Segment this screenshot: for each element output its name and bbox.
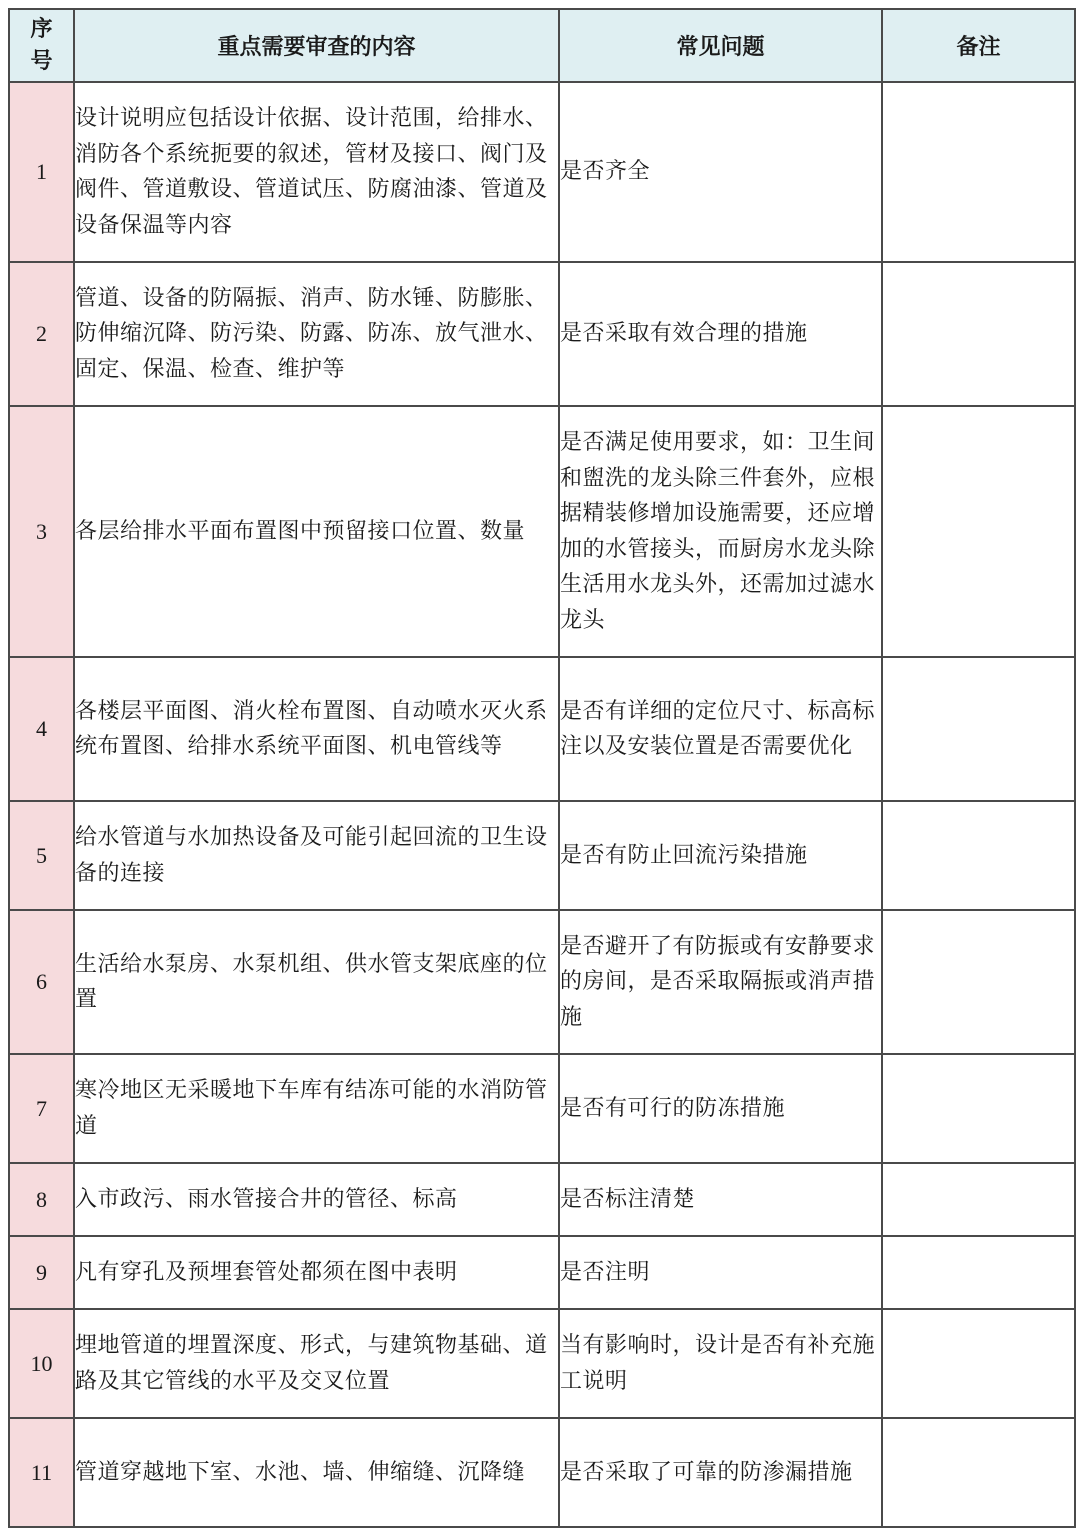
common-issue-cell: 是否有可行的防冻措施	[559, 1054, 882, 1163]
row-number: 3	[9, 406, 74, 657]
row-number: 1	[9, 82, 74, 262]
review-content-cell: 给水管道与水加热设备及可能引起回流的卫生设备的连接	[74, 801, 559, 910]
header-note: 备注	[882, 9, 1075, 82]
review-content-cell: 设计说明应包括设计依据、设计范围，给排水、消防各个系统扼要的叙述，管材及接口、阀门及阀件、管道敷设、管道试压、防腐油漆、管道及设备保温等内容	[74, 82, 559, 262]
table-row	[9, 82, 1075, 262]
review-content-cell: 各楼层平面图、消火栓布置图、自动喷水灭火系统布置图、给排水系统平面图、机电管线等	[74, 657, 559, 801]
review-content-cell: 管道、设备的防隔振、消声、防水锤、防膨胀、防伸缩沉降、防污染、防露、防冻、放气泄水、固定、保温、检查、维护等	[74, 262, 559, 406]
note-cell[interactable]	[882, 1309, 1075, 1418]
row-number: 2	[9, 262, 74, 406]
note-cell[interactable]	[882, 801, 1075, 910]
common-issue-cell: 是否采取有效合理的措施	[559, 262, 882, 406]
table-row	[9, 1236, 1075, 1309]
review-content-cell: 凡有穿孔及预埋套管处都须在图中表明	[74, 1236, 559, 1309]
header-seq: 序号	[9, 9, 74, 82]
row-number: 9	[9, 1236, 74, 1309]
common-issue-cell: 是否采取了可靠的防渗漏措施	[559, 1418, 882, 1527]
common-issue-cell: 是否有详细的定位尺寸、标高标注以及安装位置是否需要优化	[559, 657, 882, 801]
row-number: 5	[9, 801, 74, 910]
row-number: 10	[9, 1309, 74, 1418]
row-number: 4	[9, 657, 74, 801]
common-issue-cell: 是否标注清楚	[559, 1163, 882, 1236]
row-number: 7	[9, 1054, 74, 1163]
review-table	[8, 8, 1076, 1528]
review-content-cell: 各层给排水平面布置图中预留接口位置、数量	[74, 406, 559, 657]
note-cell[interactable]	[882, 910, 1075, 1054]
review-content-cell: 生活给水泵房、水泵机组、供水管支架底座的位置	[74, 910, 559, 1054]
table-row	[9, 406, 1075, 657]
note-cell[interactable]	[882, 657, 1075, 801]
table-row	[9, 262, 1075, 406]
note-cell[interactable]	[882, 1418, 1075, 1527]
table-row	[9, 910, 1075, 1054]
table-row	[9, 801, 1075, 910]
header-issue: 常见问题	[559, 9, 882, 82]
row-number: 11	[9, 1418, 74, 1527]
note-cell[interactable]	[882, 1236, 1075, 1309]
row-number: 8	[9, 1163, 74, 1236]
note-cell[interactable]	[882, 1054, 1075, 1163]
note-cell[interactable]	[882, 82, 1075, 262]
review-content-cell: 埋地管道的埋置深度、形式，与建筑物基础、道路及其它管线的水平及交叉位置	[74, 1309, 559, 1418]
row-number: 6	[9, 910, 74, 1054]
review-content-cell: 管道穿越地下室、水池、墙、伸缩缝、沉降缝	[74, 1418, 559, 1527]
table-row	[9, 1418, 1075, 1527]
header-row	[9, 9, 1075, 82]
table-row	[9, 657, 1075, 801]
note-cell[interactable]	[882, 1163, 1075, 1236]
common-issue-cell: 是否避开了有防振或有安静要求的房间，是否采取隔振或消声措施	[559, 910, 882, 1054]
common-issue-cell: 是否满足使用要求，如：卫生间和盥洗的龙头除三件套外，应根据精装修增加设施需要，还应增加的水管接头，而厨房水龙头除生活用水龙头外，还需加过滤水龙头	[559, 406, 882, 657]
header-content: 重点需要审查的内容	[74, 9, 559, 82]
review-content-cell: 寒冷地区无采暖地下车库有结冻可能的水消防管道	[74, 1054, 559, 1163]
common-issue-cell: 是否有防止回流污染措施	[559, 801, 882, 910]
note-cell[interactable]	[882, 262, 1075, 406]
common-issue-cell: 是否齐全	[559, 82, 882, 262]
table-row	[9, 1054, 1075, 1163]
table-row	[9, 1309, 1075, 1418]
common-issue-cell: 是否注明	[559, 1236, 882, 1309]
review-content-cell: 入市政污、雨水管接合井的管径、标高	[74, 1163, 559, 1236]
note-cell[interactable]	[882, 406, 1075, 657]
common-issue-cell: 当有影响时，设计是否有补充施工说明	[559, 1309, 882, 1418]
table-row	[9, 1163, 1075, 1236]
